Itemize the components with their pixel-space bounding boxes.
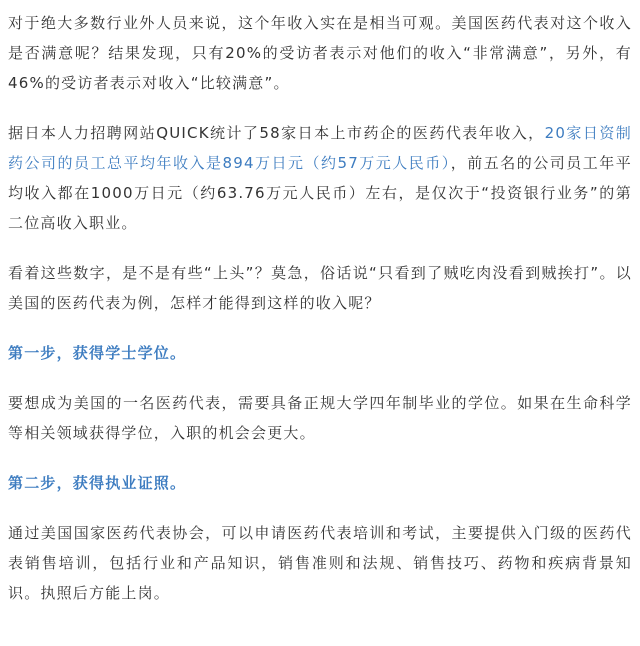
step-one-heading: 第一步，获得学士学位。 [8, 344, 187, 362]
question-paragraph: 看着这些数字，是不是有些“上头”？莫急，俗话说“只看到了贼吃肉没看到贼挨打”。以美国的医药代表为例，怎样才能得到这样的收入呢？ [8, 264, 632, 312]
japan-income-text-start: 据日本人力招聘网站QUICK统计了58家日本上市药企的医药代表年收入， [8, 124, 545, 142]
highlighted-income-text: 20家日资制药公司的员工总平均年收入是894万日元（约57万元人民币） [8, 124, 632, 172]
japan-income-paragraph [8, 118, 632, 238]
japan-income-text-end: ，前五名的公司员工年平均收入都在1000万日元（约63.76万元人民币）左右，是仅次于“投资银行业务”的第二位高收入职业。 [8, 154, 632, 232]
step-two-heading: 第二步，获得执业证照。 [8, 474, 187, 492]
degree-paragraph: 要想成为美国的一名医药代表，需要具备正规大学四年制毕业的学位。如果在生命科学等相关领域获得学位，入职的机会会更大。 [8, 394, 632, 442]
income-satisfaction-paragraph: 对于绝大多数行业外人员来说，这个年收入实在是相当可观。美国医药代表对这个收入是否满意呢？结果发现，只有20%的受访者表示对他们的收入“非常满意”，另外，有46%的受访者表示对收入“比较满意”。 [8, 14, 632, 92]
license-paragraph: 通过美国国家医药代表协会，可以申请医药代表培训和考试，主要提供入门级的医药代表销售培训，包括行业和产品知识，销售准则和法规、销售技巧、药物和疾病背景知识。执照后方能上岗。 [8, 524, 632, 602]
